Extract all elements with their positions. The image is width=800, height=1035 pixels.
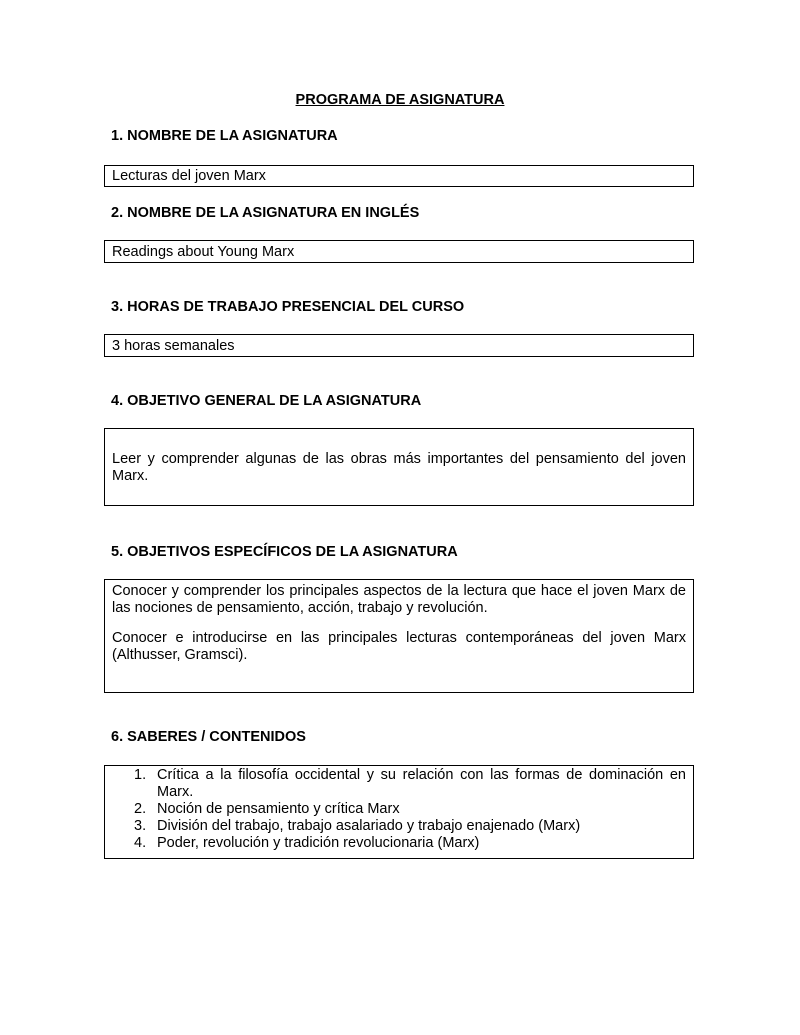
list-item-number: 4. [134, 835, 147, 851]
section-4-text: Leer y comprender algunas de las obras más importantes del pensamiento del joven Marx. [112, 451, 686, 484]
section-5-box [104, 579, 694, 693]
contents-list [105, 767, 693, 852]
section-6-box [104, 765, 694, 859]
list-item [105, 818, 693, 835]
section-4-heading: 4. OBJETIVO GENERAL DE LA ASIGNATURA [111, 393, 422, 409]
section-6-heading: 6. SABERES / CONTENIDOS [111, 729, 306, 745]
section-2-box [104, 240, 694, 263]
list-item [105, 767, 693, 801]
section-2-text: Readings about Young Marx [112, 244, 295, 260]
section-5-heading: 5. OBJETIVOS ESPECÍFICOS DE LA ASIGNATURA [111, 544, 458, 560]
section-2-heading: 2. NOMBRE DE LA ASIGNATURA EN INGLÉS [111, 205, 420, 221]
section-1-text: Lecturas del joven Marx [112, 168, 266, 184]
list-item-text: Crítica a la filosofía occidental y su relación con las formas de dominación en Marx. [157, 767, 686, 800]
list-item [105, 835, 693, 852]
list-item-text: Poder, revolución y tradición revolucionaria (Marx) [157, 835, 480, 851]
section-3-box [104, 334, 694, 357]
section-5-text-1: Conocer y comprender los principales aspectos de la lectura que hace el joven Marx de las nociones de pensamiento, acción, trabajo y revolución. [112, 583, 686, 616]
list-item-text: División del trabajo, trabajo asalariado y trabajo enajenado (Marx) [157, 818, 581, 834]
section-3-text: 3 horas semanales [112, 338, 235, 354]
section-4-box [104, 428, 694, 506]
section-5-text-2: Conocer e introducirse en las principales lecturas contemporáneas del joven Marx (Althusser, Gramsci). [112, 630, 686, 663]
section-1-box [104, 165, 694, 187]
document-title: PROGRAMA DE ASIGNATURA [295, 92, 505, 108]
list-item-text: Noción de pensamiento y crítica Marx [157, 801, 400, 817]
list-item-number: 3. [134, 818, 147, 834]
list-item-number: 1. [134, 767, 147, 783]
section-3-heading: 3. HORAS DE TRABAJO PRESENCIAL DEL CURSO [111, 299, 465, 315]
list-item-number: 2. [134, 801, 147, 817]
section-1-heading: 1. NOMBRE DE LA ASIGNATURA [111, 128, 338, 144]
list-item [105, 801, 693, 818]
